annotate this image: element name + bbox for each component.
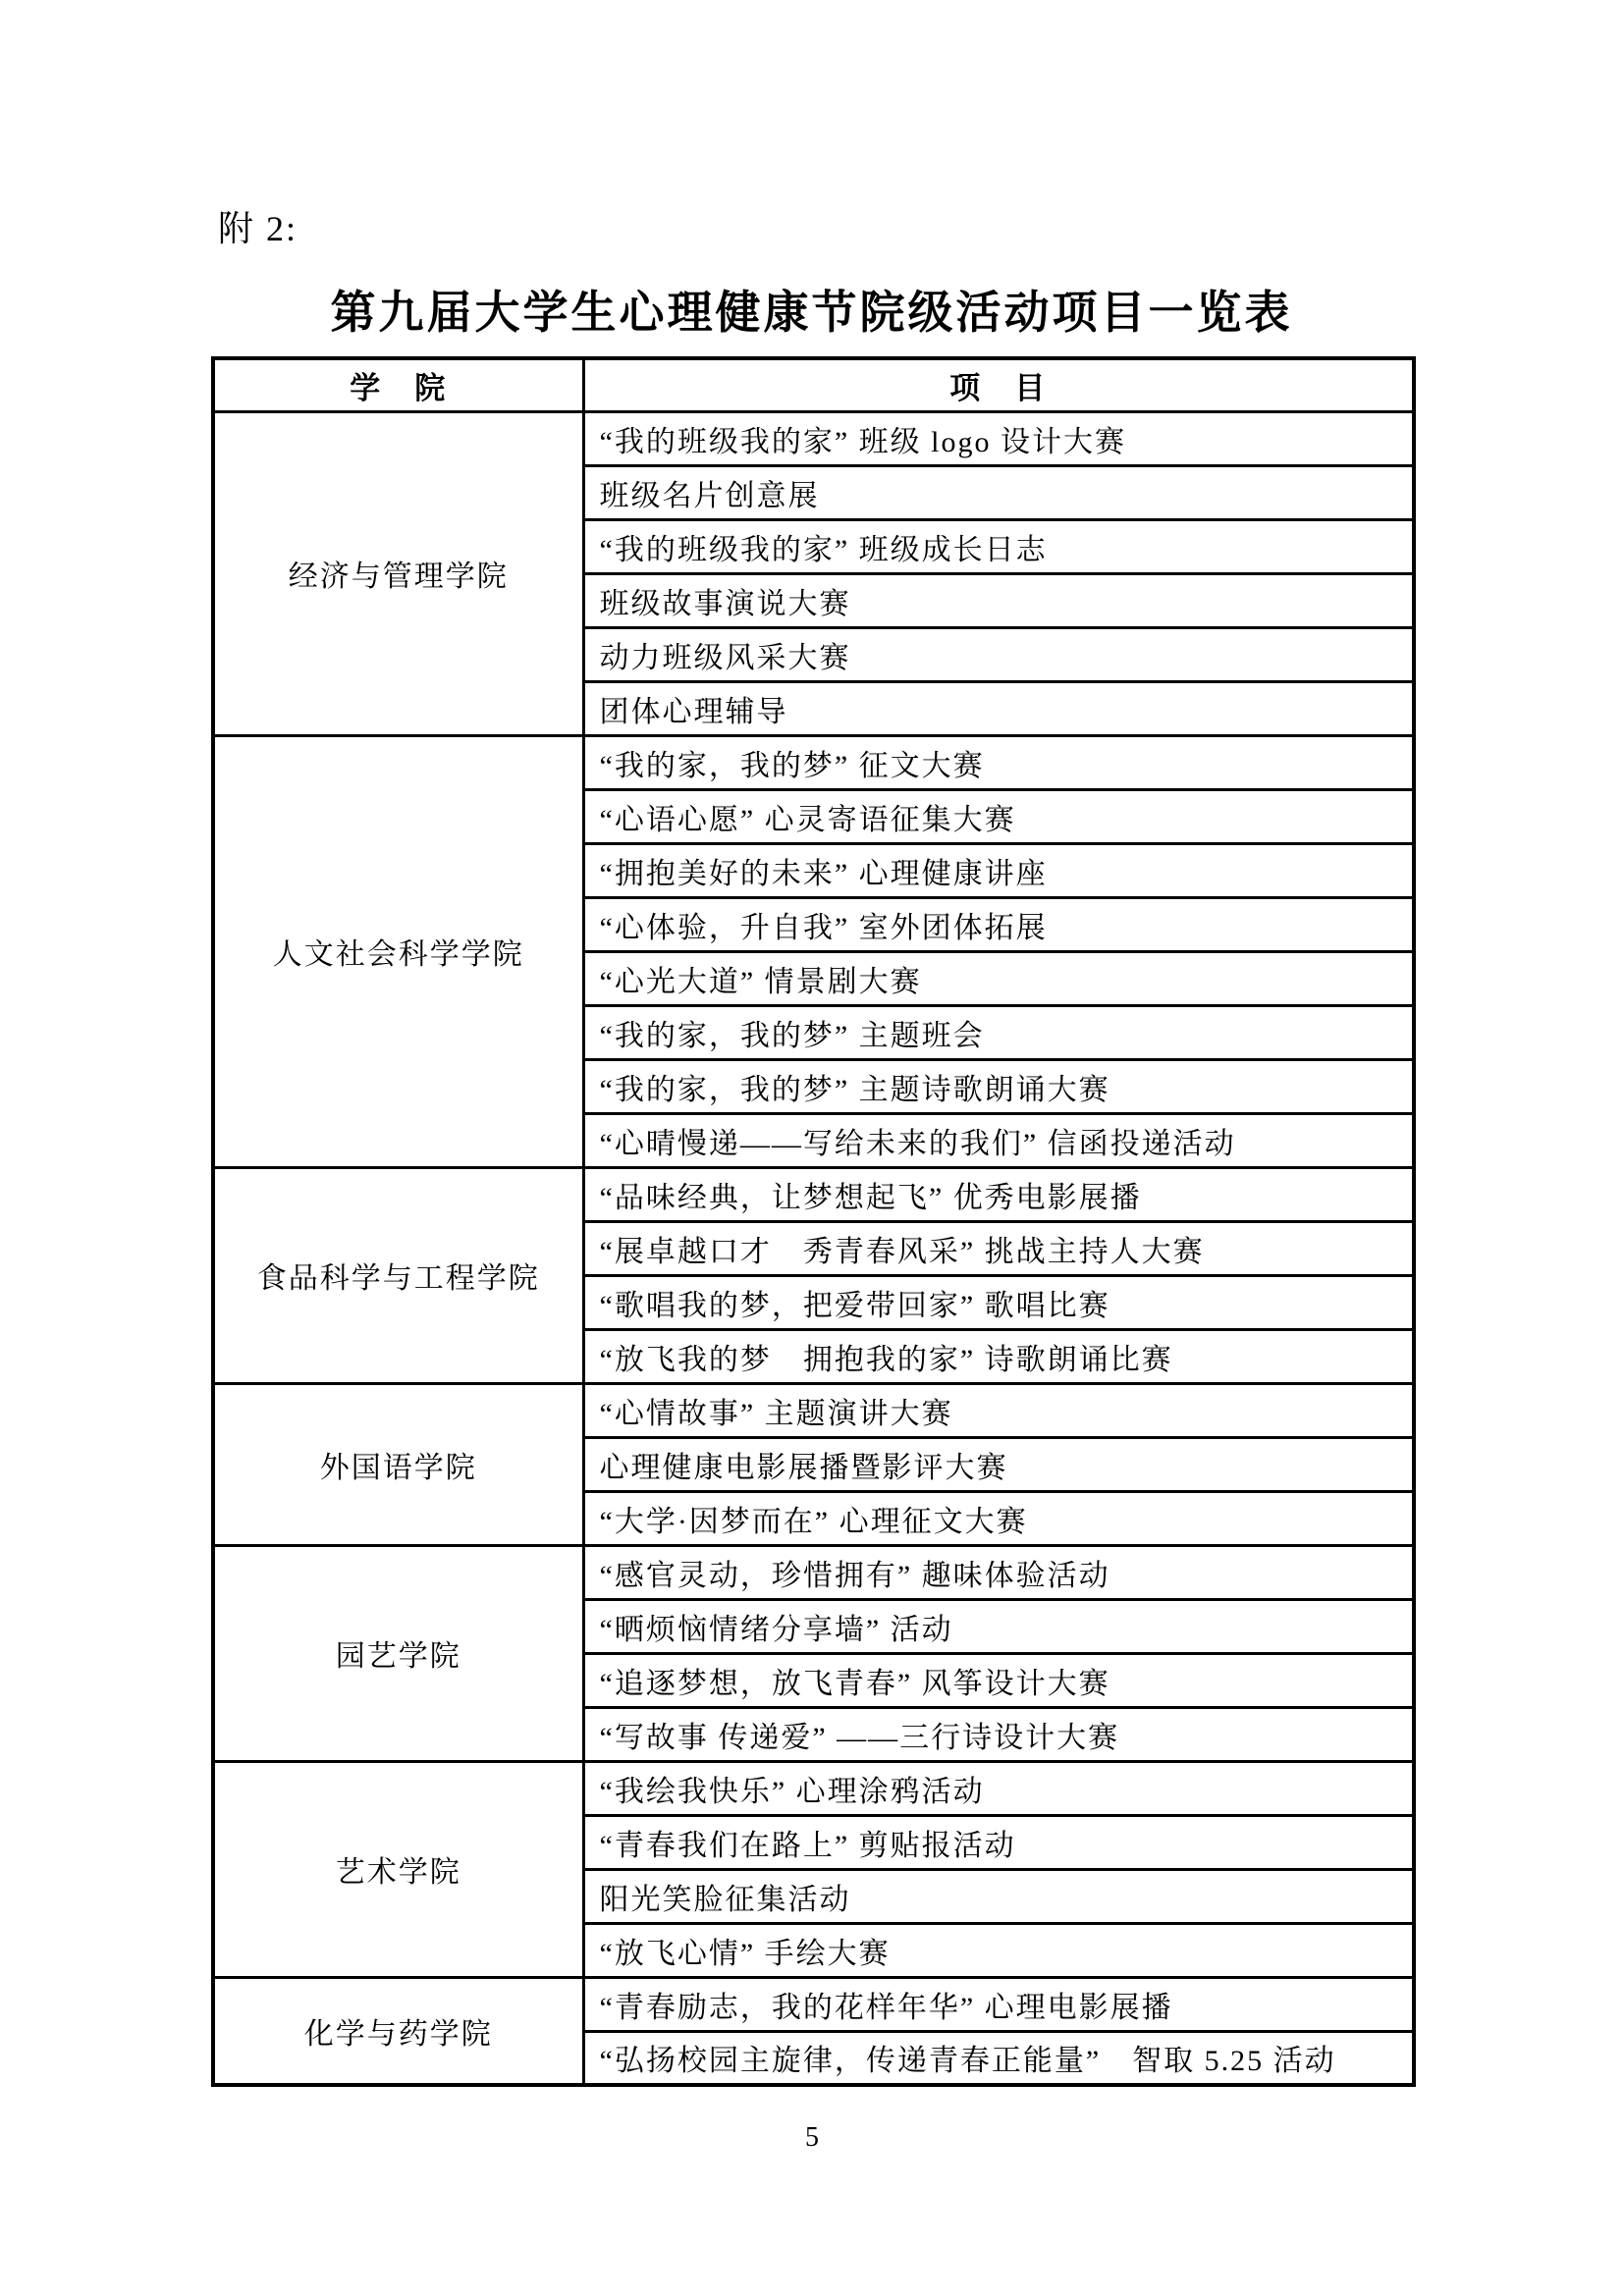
attachment-label: 附 2: bbox=[218, 209, 298, 248]
table-header-row bbox=[213, 358, 1414, 411]
table-header bbox=[213, 358, 1414, 411]
project-cell: “弘扬校园主旋律，传递青春正能量” 智取 5.25 活动 bbox=[583, 2031, 1414, 2085]
college-cell: 经济与管理学院 bbox=[213, 411, 583, 735]
project-cell: “拥抱美好的未来” 心理健康讲座 bbox=[583, 843, 1414, 897]
college-cell: 食品科学与工程学院 bbox=[213, 1167, 583, 1383]
table-header-project: 项 目 bbox=[583, 358, 1414, 411]
college-cell: 化学与药学院 bbox=[213, 1977, 583, 2085]
table-row bbox=[213, 1383, 1414, 1437]
project-cell: “我的家，我的梦” 主题诗歌朗诵大赛 bbox=[583, 1059, 1414, 1113]
project-cell: “心晴慢递——写给未来的我们” 信函投递活动 bbox=[583, 1113, 1414, 1167]
project-cell: “心光大道” 情景剧大赛 bbox=[583, 951, 1414, 1005]
activities-table-body bbox=[213, 411, 1414, 2085]
project-cell: 班级故事演说大赛 bbox=[583, 573, 1414, 627]
project-cell: “晒烦恼情绪分享墙” 活动 bbox=[583, 1599, 1414, 1653]
college-cell: 园艺学院 bbox=[213, 1545, 583, 1761]
project-cell: “我的班级我的家” 班级成长日志 bbox=[583, 519, 1414, 573]
table-row bbox=[213, 735, 1414, 789]
project-cell: “心语心愿” 心灵寄语征集大赛 bbox=[583, 789, 1414, 843]
project-cell: “我绘我快乐” 心理涂鸦活动 bbox=[583, 1761, 1414, 1815]
project-cell: “我的班级我的家” 班级 logo 设计大赛 bbox=[583, 411, 1414, 465]
project-cell: “放飞心情” 手绘大赛 bbox=[583, 1923, 1414, 1977]
table-row bbox=[213, 411, 1414, 465]
project-cell: “青春励志，我的花样年华” 心理电影展播 bbox=[583, 1977, 1414, 2031]
page-number: 5 bbox=[805, 2122, 819, 2153]
table-row bbox=[213, 1761, 1414, 1815]
project-cell: 阳光笑脸征集活动 bbox=[583, 1869, 1414, 1923]
project-cell: “写故事 传递爱” ——三行诗设计大赛 bbox=[583, 1707, 1414, 1761]
activities-table bbox=[211, 356, 1416, 2087]
table-row bbox=[213, 1977, 1414, 2031]
project-cell: “大学·因梦而在” 心理征文大赛 bbox=[583, 1491, 1414, 1545]
project-cell: 心理健康电影展播暨影评大赛 bbox=[583, 1437, 1414, 1491]
project-cell: “感官灵动，珍惜拥有” 趣味体验活动 bbox=[583, 1545, 1414, 1599]
table-row bbox=[213, 1545, 1414, 1599]
project-cell: 团体心理辅导 bbox=[583, 681, 1414, 735]
project-cell: “追逐梦想，放飞青春” 风筝设计大赛 bbox=[583, 1653, 1414, 1707]
college-cell: 外国语学院 bbox=[213, 1383, 583, 1545]
project-cell: “我的家，我的梦” 主题班会 bbox=[583, 1005, 1414, 1059]
table-header-college: 学 院 bbox=[213, 358, 583, 411]
project-cell: “心体验，升自我” 室外团体拓展 bbox=[583, 897, 1414, 951]
college-cell: 艺术学院 bbox=[213, 1761, 583, 1977]
project-cell: “歌唱我的梦，把爱带回家” 歌唱比赛 bbox=[583, 1275, 1414, 1329]
project-cell: 动力班级风采大赛 bbox=[583, 627, 1414, 681]
project-cell: 班级名片创意展 bbox=[583, 465, 1414, 519]
table-row bbox=[213, 1167, 1414, 1221]
project-cell: “品味经典，让梦想起飞” 优秀电影展播 bbox=[583, 1167, 1414, 1221]
page-title: 第九届大学生心理健康节院级活动项目一览表 bbox=[330, 288, 1293, 338]
project-cell: “放飞我的梦 拥抱我的家” 诗歌朗诵比赛 bbox=[583, 1329, 1414, 1383]
project-cell: “展卓越口才 秀青春风采” 挑战主持人大赛 bbox=[583, 1221, 1414, 1275]
project-cell: “青春我们在路上” 剪贴报活动 bbox=[583, 1815, 1414, 1869]
project-cell: “心情故事” 主题演讲大赛 bbox=[583, 1383, 1414, 1437]
project-cell: “我的家，我的梦” 征文大赛 bbox=[583, 735, 1414, 789]
college-cell: 人文社会科学学院 bbox=[213, 735, 583, 1167]
